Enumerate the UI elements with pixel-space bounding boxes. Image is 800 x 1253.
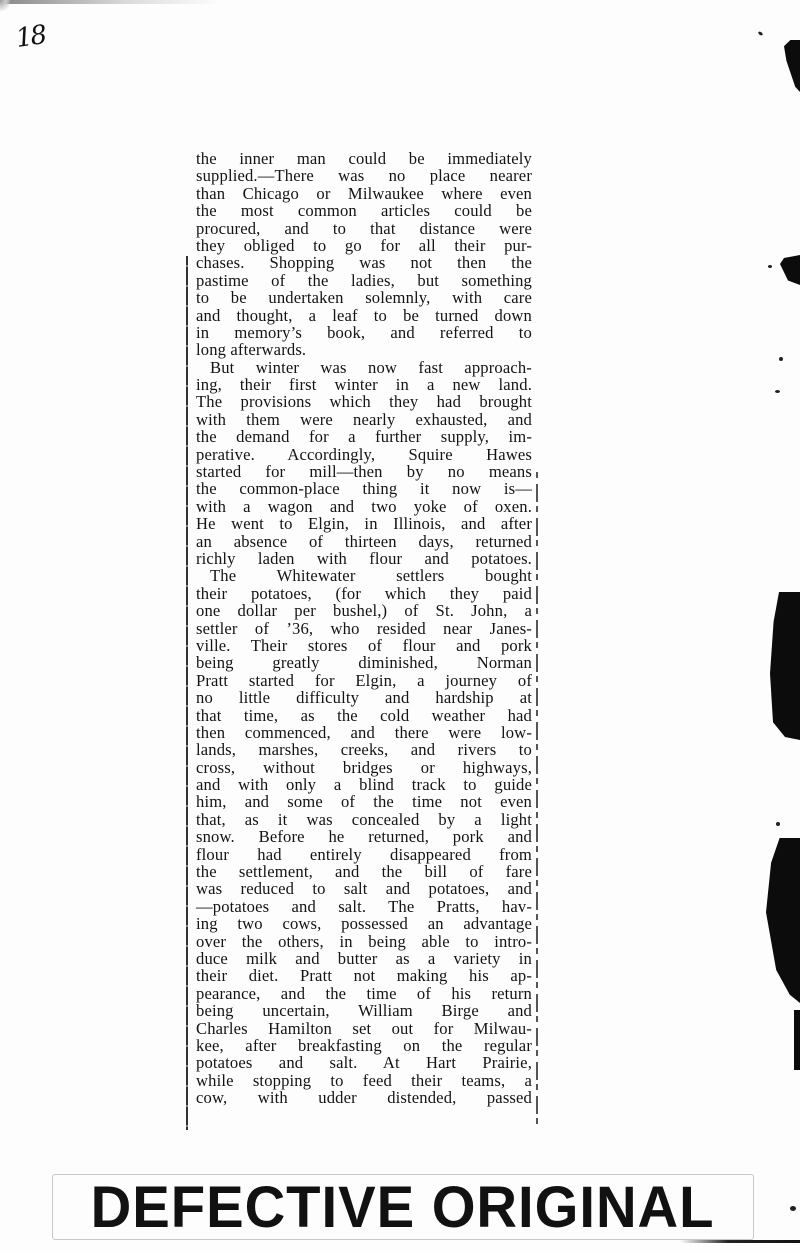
text-line: lands, marshes, creeks, and rivers to — [196, 740, 532, 760]
text-line: kee, after breakfasting on the regular — [196, 1035, 532, 1055]
text-line: in memory’s book, and referred to — [196, 322, 532, 342]
text-line: the common-place thing it now is— — [196, 479, 532, 499]
text-line: to be undertaken solemnly, with care — [196, 288, 532, 308]
text-line: ing two cows, possessed an advantage — [196, 914, 532, 934]
text-line: over the others, in being able to intro- — [196, 931, 532, 951]
text-line: chases. Shopping was not then the — [196, 253, 532, 273]
text-line: than Chicago or Milwaukee where even — [196, 183, 532, 203]
text-line: perative. Accordingly, Squire Hawes — [196, 444, 532, 464]
text-line: the most common articles could be — [196, 201, 532, 221]
text-line: their diet. Pratt not making his ap- — [196, 966, 532, 986]
scan-speck — [790, 1206, 796, 1211]
text-line: then commenced, and there were low- — [196, 722, 532, 742]
text-line: that time, as the cold weather had — [196, 705, 532, 725]
text-line: potatoes and salt. At Hart Prairie, — [196, 1053, 532, 1073]
scan-edge-blot — [766, 838, 800, 1003]
text-line: procured, and to that distance were — [196, 218, 532, 238]
text-line: one dollar per bushel,) of St. John, a — [196, 601, 532, 621]
text-line: him, and some of the time not even — [196, 792, 532, 812]
text-line: and thought, a leaf to be turned down — [196, 305, 532, 325]
text-line: flour had entirely disappeared from — [196, 844, 532, 864]
text-line: Pratt started for Elgin, a journey of — [196, 670, 532, 690]
text-line: cow, with udder distended, passed — [196, 1088, 532, 1108]
text-line: supplied.—There was no place nearer — [196, 166, 532, 186]
text-line: pastime of the ladies, but something — [196, 270, 532, 290]
text-line: being uncertain, William Birge and — [196, 1001, 532, 1021]
scan-speck — [758, 31, 764, 36]
scan-edge-blot — [794, 1010, 800, 1070]
defective-original-banner — [52, 1174, 754, 1240]
text-line: their potatoes, (for which they paid — [196, 583, 532, 603]
text-line: ville. Their stores of flour and pork — [196, 635, 532, 655]
text-line: Charles Hamilton set out for Milwau- — [196, 1018, 532, 1038]
newspaper-column — [196, 150, 532, 1106]
column-rule-left — [186, 256, 188, 1130]
scan-bottom-mark — [680, 1240, 800, 1243]
scan-edge-blot — [784, 40, 800, 92]
text-line: snow. Before he returned, pork and — [196, 827, 532, 847]
text-line: they obliged to go for all their pur- — [196, 235, 532, 255]
scan-speck — [776, 822, 780, 826]
scan-speck — [775, 390, 780, 393]
text-line-paragraph-end: long afterwards. — [196, 340, 307, 360]
scan-speck — [768, 265, 772, 268]
text-line: The provisions which they had brought — [196, 392, 532, 412]
scan-edge-shadow — [0, 0, 220, 4]
text-line-paragraph-start: The Whitewater settlers bought — [210, 566, 532, 586]
text-line: with them were nearly exhausted, and — [196, 409, 532, 429]
text-line-paragraph-start: But winter was now fast approach- — [210, 357, 532, 377]
text-line: no little difficulty and hardship at — [196, 688, 532, 708]
text-line: the demand for a further supply, im- — [196, 427, 532, 447]
text-line: ing, their first winter in a new land. — [196, 375, 532, 395]
column-rule-right — [536, 472, 538, 1130]
text-line: cross, without bridges or highways, — [196, 757, 532, 777]
handwritten-page-number: 18 — [14, 20, 48, 54]
scan-speck — [779, 357, 783, 361]
scan-corner-shadow — [0, 0, 10, 14]
text-line: an absence of thirteen days, returned — [196, 531, 532, 551]
text-line: and with only a blind track to guide — [196, 775, 532, 795]
text-line: pearance, and the time of his return — [196, 983, 532, 1003]
text-line: the inner man could be immediately — [196, 149, 532, 168]
text-line: that, as it was concealed by a light — [196, 809, 532, 829]
text-line-paragraph-end: richly laden with flour and potatoes. — [196, 548, 532, 568]
scan-edge-blot — [770, 592, 800, 740]
text-line: He went to Elgin, in Illinois, and after — [196, 514, 532, 534]
text-line: started for mill—then by no means — [196, 462, 532, 482]
banner-text: DEFECTIVE ORIGINAL — [91, 1174, 715, 1240]
text-line: duce milk and butter as a variety in — [196, 948, 532, 968]
text-line: with a wagon and two yoke of oxen. — [196, 496, 532, 516]
text-line: was reduced to salt and potatoes, and — [196, 879, 532, 899]
text-line: settler of ’36, who resided near Janes- — [196, 618, 532, 638]
text-line: while stopping to feed their teams, a — [196, 1070, 532, 1090]
text-line: the settlement, and the bill of fare — [196, 862, 532, 882]
text-line: —potatoes and salt. The Pratts, hav- — [196, 896, 532, 916]
text-line: being greatly diminished, Norman — [196, 653, 532, 673]
scan-edge-blot — [780, 255, 800, 285]
